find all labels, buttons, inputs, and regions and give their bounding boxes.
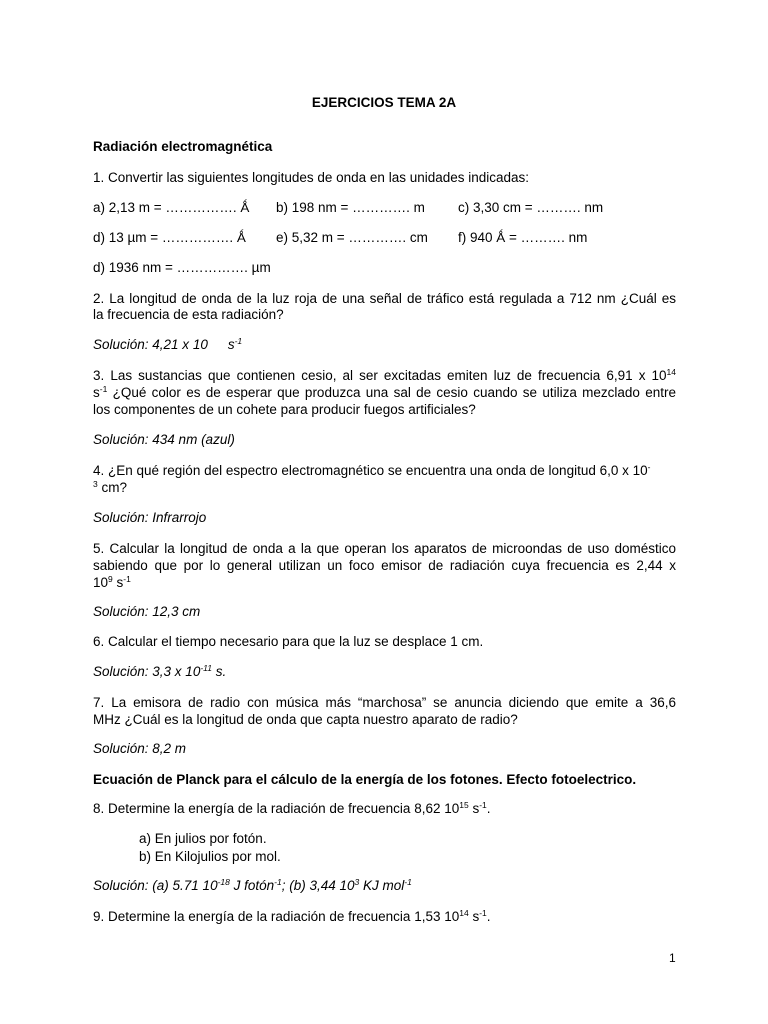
conversion-f: f) 940 Ǻ = ………. nm <box>458 230 588 245</box>
conversion-b: b) 198 nm = …………. m <box>276 200 425 215</box>
exercise-5-line-2: sabiendo que por lo general utilizan un foco emisor de radiación cuya frecuencia es 2,44 x <box>93 558 676 573</box>
conversion-g: d) 1936 nm = ……………. µm <box>93 260 271 275</box>
exercise-4-solution: Solución: Infrarrojo <box>93 510 207 525</box>
section-heading-planck: Ecuación de Planck para el cálculo de la energía de los fotones. Efecto fotoelectrico. <box>93 772 637 787</box>
exercise-7-line-2: MHz ¿Cuál es la longitud de onda que capta nuestro aparato de radio? <box>93 712 518 727</box>
exercise-5-solution: Solución: 12,3 cm <box>93 604 201 619</box>
exercise-3-line-2: $s^{-1}$ ¿Qué color es de esperar que produzca una sal de cesio cuando se utiliza mezclado entre <box>93 384 676 400</box>
conversion-e: e) 5,32 m = …………. cm <box>276 230 428 245</box>
conversion-a: a) 2,13 m = ……………. Ǻ <box>93 200 250 215</box>
exercise-9-line-1: 9. Determine la energía de la radiación de frecuencia 1,53 $10^{14}$ $s^{-1}$. <box>93 908 491 924</box>
document-title: EJERCICIOS TEMA 2A <box>311 95 457 110</box>
exercise-8-item-b: b) En Kilojulios por mol. <box>139 849 281 864</box>
exercise-3-solution: Solución: 434 nm (azul) <box>93 432 235 447</box>
exercise-7-line-1: 7. La emisora de radio con música más “marchosa” se anuncia diciendo que emite a 36,6 <box>93 695 676 710</box>
exercise-3-line-3: los componentes de un cohete para producir fuegos artificiales? <box>93 402 476 417</box>
exercise-5-line-3: $10^9$ $s^{-1}$ <box>93 574 131 590</box>
exercise-1-text: 1. Convertir las siguientes longitudes de onda en las unidades indicadas: <box>93 170 530 185</box>
section-heading-radiation: Radiación electromagnética <box>93 139 273 154</box>
exercise-8-item-a: a) En julios por fotón. <box>139 831 267 846</box>
exercise-6-line-1: 6. Calcular el tiempo necesario para que la luz se desplace 1 cm. <box>93 634 484 649</box>
exercise-3-line-1: 3. Las sustancias que contienen cesio, al ser excitadas emiten luz de frecuencia 6,91 x $10^{14}$ <box>93 367 676 383</box>
exercise-2-solution: Solución: 4,21 x 10 $s^{-1}$ <box>93 336 243 352</box>
exercise-6-solution: Solución: 3,3 x $10^{-11}$ s. <box>93 663 227 679</box>
exercise-8-solution: Solución: (a) 5.71 $10^{-18}$ J fotón$^{-1}$; (b) 3,44 $10^3$ KJ mol$^{-1}$ <box>93 877 412 893</box>
page-number: 1 <box>669 951 676 965</box>
exercise-4-line-2: $^3$ cm? <box>93 479 127 495</box>
exercise-8-line-1: 8. Determine la energía de la radiación de frecuencia 8,62 $10^{15}$ $s^{-1}$. <box>93 800 491 816</box>
exercise-4-line-1: 4. ¿En qué región del espectro electromagnético se encuentra una onda de longitud 6,0 x 10- <box>93 462 651 478</box>
exercise-7-solution: Solución: 8,2 m <box>93 741 187 756</box>
exercise-5-line-1: 5. Calcular la longitud de onda a la que operan los aparatos de microondas de uso doméstico <box>93 541 676 556</box>
exercise-2-line-1: 2. La longitud de onda de la luz roja de una señal de tráfico está regulada a 712 nm ¿Cuál es <box>93 291 676 306</box>
conversion-c: c) 3,30 cm = ………. nm <box>458 200 604 215</box>
conversion-d: d) 13 µm = ……………. Ǻ <box>93 230 246 245</box>
exercise-2-line-2: la frecuencia de esta radiación? <box>93 307 284 322</box>
